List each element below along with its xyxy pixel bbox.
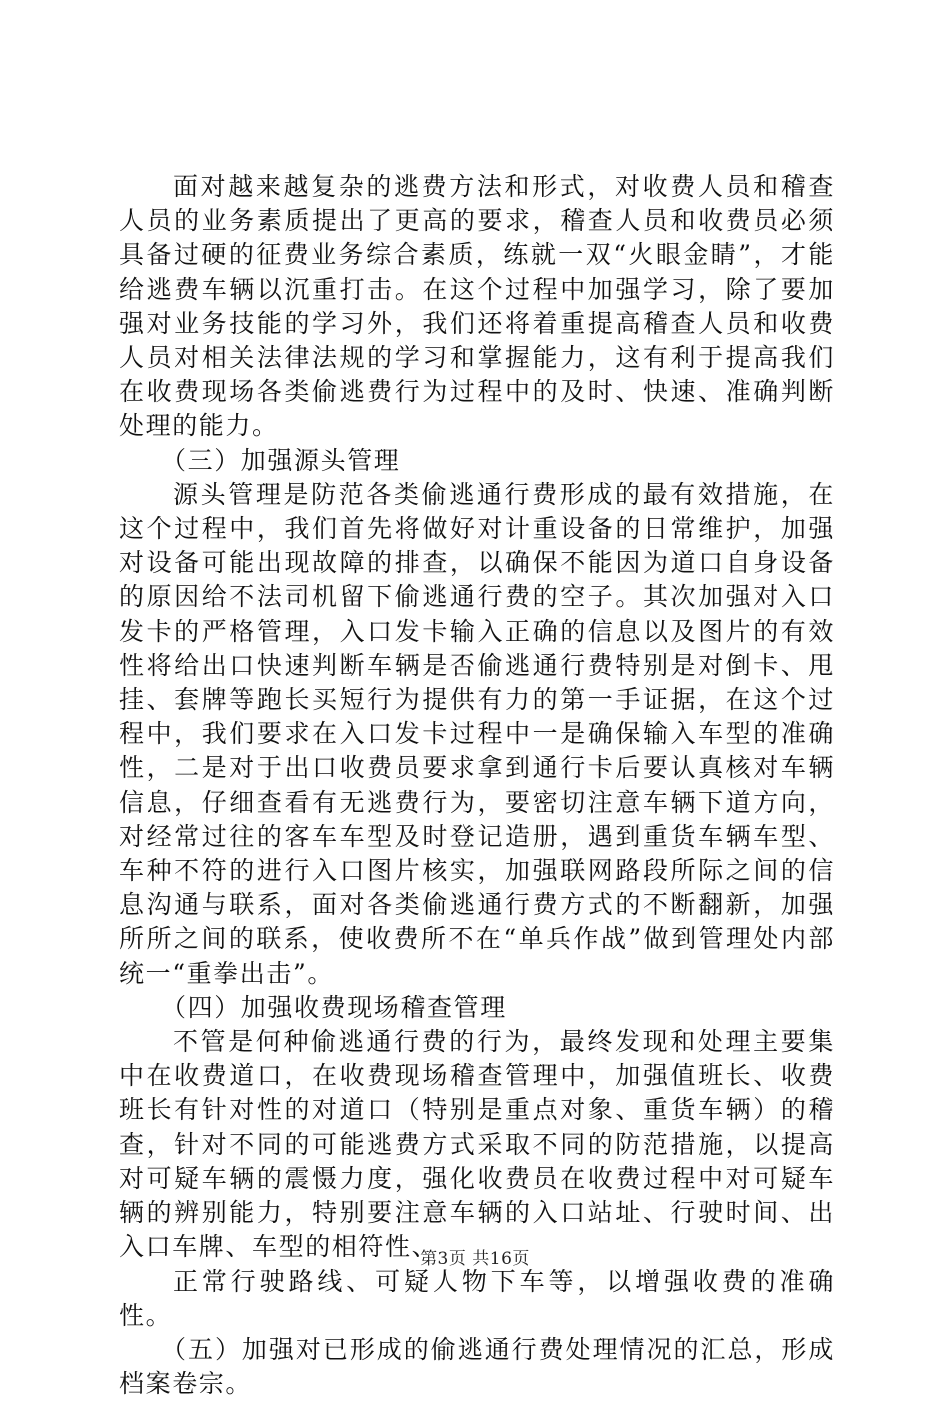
section-heading-onsite-inspection: （四）加强收费现场稽查管理 <box>161 992 507 1022</box>
paragraph-business-quality: 面对越来越复杂的逃费方法和形式，对收费人员和稽查人员的业务素质提出了更高的要求，稽查人员和收费员必须具备过硬的征费业务综合素质，练就一双“火眼金睛”，才能给逃费车辆以沉重打击。在这个过程中加强学习，除了要加强对业务技能的学习外，我们还将着重提高稽查人员和收费人员对相关法律法规的学习和掌握能力，这有利于提高我们在收费现场各类偷逃费行为过程中的及时、快速、准确判断处理的能力。 <box>119 172 835 441</box>
section-heading-source-management: （三）加强源头管理 <box>161 445 401 475</box>
paragraph-normal-route: 正常行驶路线、可疑人物下车等，以增强收费的准确性。 <box>119 1266 835 1330</box>
page-number-footer: 第3页 共16页 <box>420 1249 530 1269</box>
section-heading-archive-summary: （五）加强对已形成的偷逃通行费处理情况的汇总，形成档案卷宗。 <box>119 1334 835 1399</box>
paragraph-source-management: 源头管理是防范各类偷逃通行费形成的最有效措施，在这个过程中，我们首先将做好对计重设备的日常维护，加强对设备可能出现故障的排查，以确保不能因为道口自身设备的原因给不法司机留下偷逃通行费的空子。其次加强对入口发卡的严格管理，入口发卡输入正确的信息以及图片的有效性将给出口快速判断车辆是否偷逃通行费特别是对倒卡、甩挂、套牌等跑长买短行为提供有力的第一手证据，在这个过程中，我们要求在入口发卡过程中一是确保输入车型的准确性，二是对于出口收费员要求拿到通行卡后要认真核对车辆信息，仔细查看有无逃费行为，要密切注意车辆下道方向，对经常过往的客车车型及时登记造册，遇到重货车辆车型、车种不符的进行入口图片核实，加强联网路段所际之间的信息沟通与联系，面对各类偷逃通行费方式的不断翻新，加强所所之间的联系，使收费所不在“单兵作战”做到管理处内部统一“重拳出击”。 <box>119 479 835 988</box>
paragraph-onsite-inspection: 不管是何种偷逃通行费的行为，最终发现和处理主要集中在收费道口，在收费现场稽查管理中，加强值班长、收费班长有针对性的对道口（特别是重点对象、重货车辆）的稽查，针对不同的可能逃费方式采取不同的防范措施，以提高对可疑车辆的震慑力度，强化收费员在收费过程中对可疑车辆的辨别能力，特别要注意车辆的入口站址、行驶时间、出入口车牌、车型的相符性、 <box>119 1027 835 1262</box>
document-body <box>119 170 835 1401</box>
